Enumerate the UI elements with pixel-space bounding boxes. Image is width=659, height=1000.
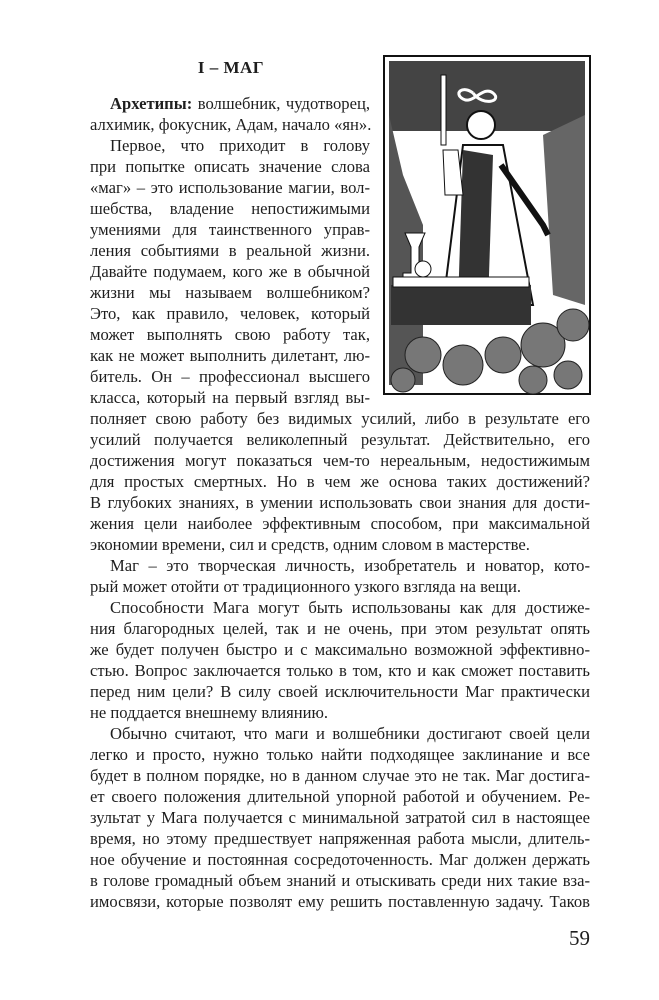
line-text: легко и просто, нужно только найти подходящее заклинание и все — [90, 745, 590, 764]
page-number: 59 — [569, 926, 590, 950]
line-text: ное обучение и постоянная сосредоточенность. Маг должен держать — [90, 850, 590, 869]
text-line — [90, 639, 590, 660]
line-text: Маг – это творческая личность, изобретатель и новатор, кото- — [110, 556, 590, 575]
text-line — [90, 597, 590, 618]
text-line — [90, 177, 370, 198]
line-text: «маг» – это использование магии, вол- — [90, 178, 370, 197]
line-text: битель. Он – профессионал высшего — [90, 367, 370, 386]
text-line — [90, 429, 590, 450]
text-line — [90, 261, 370, 282]
line-text: полняет свою работу без видимых усилий, либо в результате его — [90, 409, 590, 428]
text-line — [90, 219, 370, 240]
text-line — [90, 534, 590, 555]
text-line — [90, 702, 590, 723]
text-line — [90, 366, 370, 387]
text-line — [90, 324, 370, 345]
line-text: В глубоких знаниях, в умении использовать свои знания для дости- — [90, 493, 590, 512]
line-text: умениями для таинственного управ- — [90, 220, 370, 239]
text-line — [90, 555, 590, 576]
line-text: Первое, что приходит в голову — [110, 136, 370, 155]
text-line — [90, 345, 370, 366]
text-line — [90, 576, 590, 597]
text-line — [90, 387, 370, 408]
line-text: волшебник, чудотворец, — [192, 94, 370, 113]
line-text: при попытке описать значение слова — [90, 157, 370, 176]
line-text: может выполнять свою работу так, — [90, 325, 370, 344]
text-line — [90, 765, 590, 786]
text-line — [90, 786, 590, 807]
text-line — [90, 198, 370, 219]
line-text: как не может выполнить дилетант, лю- — [90, 346, 370, 365]
line-text: Способности Мага могут быть использованы как для достиже- — [110, 598, 590, 617]
text-line — [90, 303, 370, 324]
line-text: Это, как правило, человек, который — [90, 304, 370, 323]
text-line — [90, 681, 590, 702]
text-line — [90, 891, 590, 912]
chapter-title: I – МАГ — [197, 58, 265, 77]
line-text: стью. Вопрос заключается только в том, кто и как сможет поставить — [90, 661, 590, 680]
line-text: Обычно считают, что маги и волшебники достигают своей цели — [110, 724, 590, 743]
line-text: время, но этому предшествует напряженная работа мысли, длитель- — [90, 829, 590, 848]
line-text: не поддается внешнему влиянию. — [90, 703, 329, 722]
text-line — [90, 93, 370, 114]
line-text: ления событиями в реальной жизни. — [90, 241, 370, 260]
line-text: для простых смертных. Но в чем же основа таких достижений? — [90, 472, 590, 491]
line-text: экономии времени, сил и средств, одним словом в мастерстве. — [90, 535, 530, 554]
text-line — [90, 870, 590, 891]
line-text: в голове громадный объем знаний и отыскивать среди них такие вза- — [90, 871, 590, 890]
text-line — [90, 471, 590, 492]
text-line — [90, 723, 590, 744]
text-line — [90, 849, 590, 870]
text-line — [90, 807, 590, 828]
text-line — [90, 135, 370, 156]
line-text: зультат у Мага получается с минимальной затратой сил в настоящее — [90, 808, 590, 827]
line-text: жизни мы называем волшебником? — [90, 283, 370, 302]
line-text: алхимик, фокусник, Адам, начало «ян». — [90, 115, 372, 134]
text-line — [90, 660, 590, 681]
line-text: шебства, владение непостижимыми — [90, 199, 370, 218]
line-text: класса, который на первый взгляд вы- — [90, 388, 370, 407]
line-text: усилий получается великолепный результат. Действительно, его — [90, 430, 590, 449]
text-line — [90, 156, 370, 177]
line-text: же будет получен быстро и с максимально возможной эффективно- — [90, 640, 590, 659]
text-line — [90, 282, 370, 303]
body-text — [90, 93, 590, 912]
text-line — [90, 492, 590, 513]
text-line — [90, 744, 590, 765]
text-line — [90, 114, 370, 135]
text-line — [90, 513, 590, 534]
line-text: ет своего положения длительной упорной работой и обучением. Ре- — [90, 787, 590, 806]
text-line — [90, 828, 590, 849]
line-text: будет в полном порядке, но в данном случае это не так. Маг достига- — [90, 766, 590, 785]
text-line — [90, 450, 590, 471]
text-line — [90, 240, 370, 261]
line-text: жения цели наиболее эффективным способом, при максимальной — [90, 514, 590, 533]
line-text: имосвязи, которые позволят ему решить поставленную задачу. Таков — [90, 892, 590, 911]
line-text: Давайте подумаем, кого же в обычной — [90, 262, 370, 281]
text-line — [90, 408, 590, 429]
archetypes-label: Архетипы: — [110, 94, 193, 113]
text-line — [90, 618, 590, 639]
line-text: перед ним цели? В силу своей исключительности Маг практически — [90, 682, 590, 701]
line-text: рый может отойти от традиционного узкого взгляда на вещи. — [90, 577, 522, 596]
line-text: достижения могут показаться чем-то нереальным, недостижимым — [90, 451, 590, 470]
line-text: ния благородных целей, так и не очень, при этом результат опять — [90, 619, 590, 638]
